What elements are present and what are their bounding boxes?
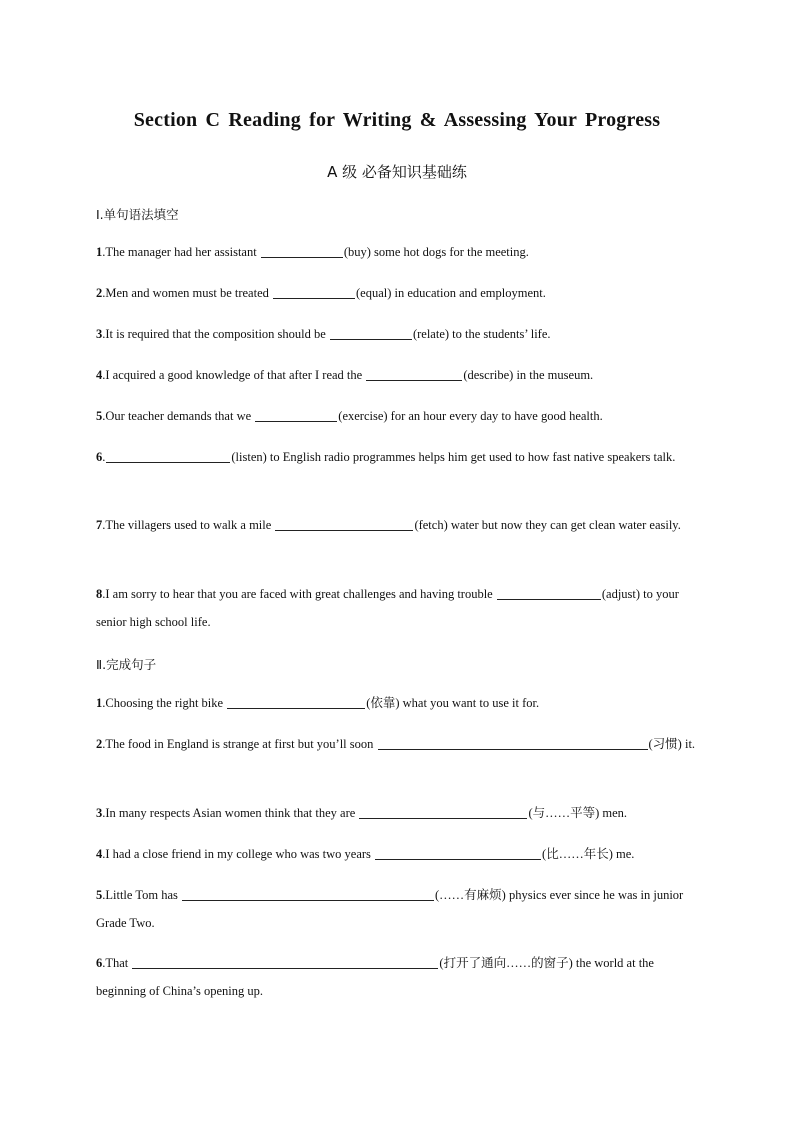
answer-blank[interactable] bbox=[106, 448, 230, 463]
question-hint: (exercise) for an hour every day to have good health. bbox=[338, 409, 603, 423]
question-2-4 bbox=[96, 841, 702, 869]
question-2-6 bbox=[96, 950, 702, 1005]
question-hint: (与……平等) men. bbox=[528, 806, 628, 820]
question-number: 3 bbox=[96, 806, 103, 820]
question-number: 5 bbox=[96, 409, 103, 423]
question-1-8 bbox=[96, 581, 702, 636]
question-1-6 bbox=[96, 444, 702, 472]
question-1-1 bbox=[96, 239, 702, 267]
answer-blank[interactable] bbox=[261, 243, 343, 258]
question-text: .The villagers used to walk a mile bbox=[102, 518, 275, 532]
question-hint: (listen) to English radio programmes helps him get used to how fast native speakers talk. bbox=[231, 450, 676, 464]
question-text: .That bbox=[102, 956, 132, 970]
question-hint: (习惯) it. bbox=[648, 737, 696, 751]
question-2-2 bbox=[96, 731, 702, 759]
answer-blank[interactable] bbox=[227, 694, 365, 709]
answer-blank[interactable] bbox=[378, 735, 648, 750]
question-text: .I acquired a good knowledge of that after I read the bbox=[102, 368, 366, 382]
answer-blank[interactable] bbox=[366, 366, 462, 381]
question-text: .It is required that the composition should be bbox=[102, 327, 329, 341]
level-heading: A 级 必备知识基础练 bbox=[327, 163, 467, 181]
question-hint: (fetch) water but now they can get clean water easily. bbox=[414, 518, 681, 532]
section-heading-grammar: Ⅰ.单句语法填空 bbox=[96, 207, 179, 222]
question-text: .I am sorry to hear that you are faced with great challenges and having trouble bbox=[102, 587, 496, 601]
question-text: .Choosing the right bike bbox=[102, 696, 227, 710]
question-1-4 bbox=[96, 362, 702, 390]
question-number: 6 bbox=[96, 450, 103, 464]
question-number: 4 bbox=[96, 368, 103, 382]
question-text: .The manager had her assistant bbox=[102, 245, 260, 259]
question-number: 1 bbox=[96, 696, 103, 710]
question-hint: (……有麻烦) physics ever since he was in junior Grade Two. bbox=[96, 888, 684, 930]
question-1-3 bbox=[96, 321, 702, 349]
question-number: 3 bbox=[96, 327, 103, 341]
question-text: .Men and women must be treated bbox=[102, 286, 272, 300]
question-number: 1 bbox=[96, 245, 103, 259]
page-title: Section C Reading for Writing & Assessing Your Progress bbox=[133, 109, 661, 131]
answer-blank[interactable] bbox=[182, 886, 434, 901]
answer-blank[interactable] bbox=[330, 325, 412, 340]
answer-blank[interactable] bbox=[275, 516, 413, 531]
question-number: 2 bbox=[96, 737, 103, 751]
question-hint: (equal) in education and employment. bbox=[356, 286, 546, 300]
question-hint: (打开了通向……的窗子) the world at the beginning of China’s opening up. bbox=[96, 956, 654, 998]
question-text: .I had a close friend in my college who was two years bbox=[102, 847, 375, 861]
answer-blank[interactable] bbox=[273, 284, 355, 299]
question-2-5 bbox=[96, 882, 702, 937]
question-text: .In many respects Asian women think that they are bbox=[102, 806, 359, 820]
question-number: 4 bbox=[96, 847, 103, 861]
question-hint: (describe) in the museum. bbox=[463, 368, 594, 382]
question-hint: (buy) some hot dogs for the meeting. bbox=[343, 245, 529, 259]
answer-blank[interactable] bbox=[359, 804, 527, 819]
question-1-5 bbox=[96, 403, 702, 431]
answer-blank[interactable] bbox=[132, 954, 438, 969]
question-hint: (relate) to the students’ life. bbox=[412, 327, 551, 341]
question-text: .Little Tom has bbox=[102, 888, 181, 902]
question-text: .Our teacher demands that we bbox=[102, 409, 255, 423]
section-heading-complete: Ⅱ.完成句子 bbox=[96, 657, 157, 672]
question-hint: (依靠) what you want to use it for. bbox=[366, 696, 540, 710]
answer-blank[interactable] bbox=[255, 407, 337, 422]
question-text: . bbox=[102, 450, 106, 464]
answer-blank[interactable] bbox=[375, 845, 541, 860]
answer-blank[interactable] bbox=[497, 585, 601, 600]
question-number: 6 bbox=[96, 956, 103, 970]
question-1-7 bbox=[96, 512, 702, 540]
question-hint: (adjust) to your senior high school life. bbox=[96, 587, 679, 629]
question-number: 5 bbox=[96, 888, 103, 902]
question-hint: (比……年长) me. bbox=[542, 847, 635, 861]
question-1-2 bbox=[96, 280, 702, 308]
question-text: .The food in England is strange at first but you’ll soon bbox=[102, 737, 377, 751]
question-2-1 bbox=[96, 690, 702, 718]
question-number: 8 bbox=[96, 587, 103, 601]
question-number: 7 bbox=[96, 518, 103, 532]
question-2-3 bbox=[96, 800, 702, 828]
question-number: 2 bbox=[96, 286, 103, 300]
